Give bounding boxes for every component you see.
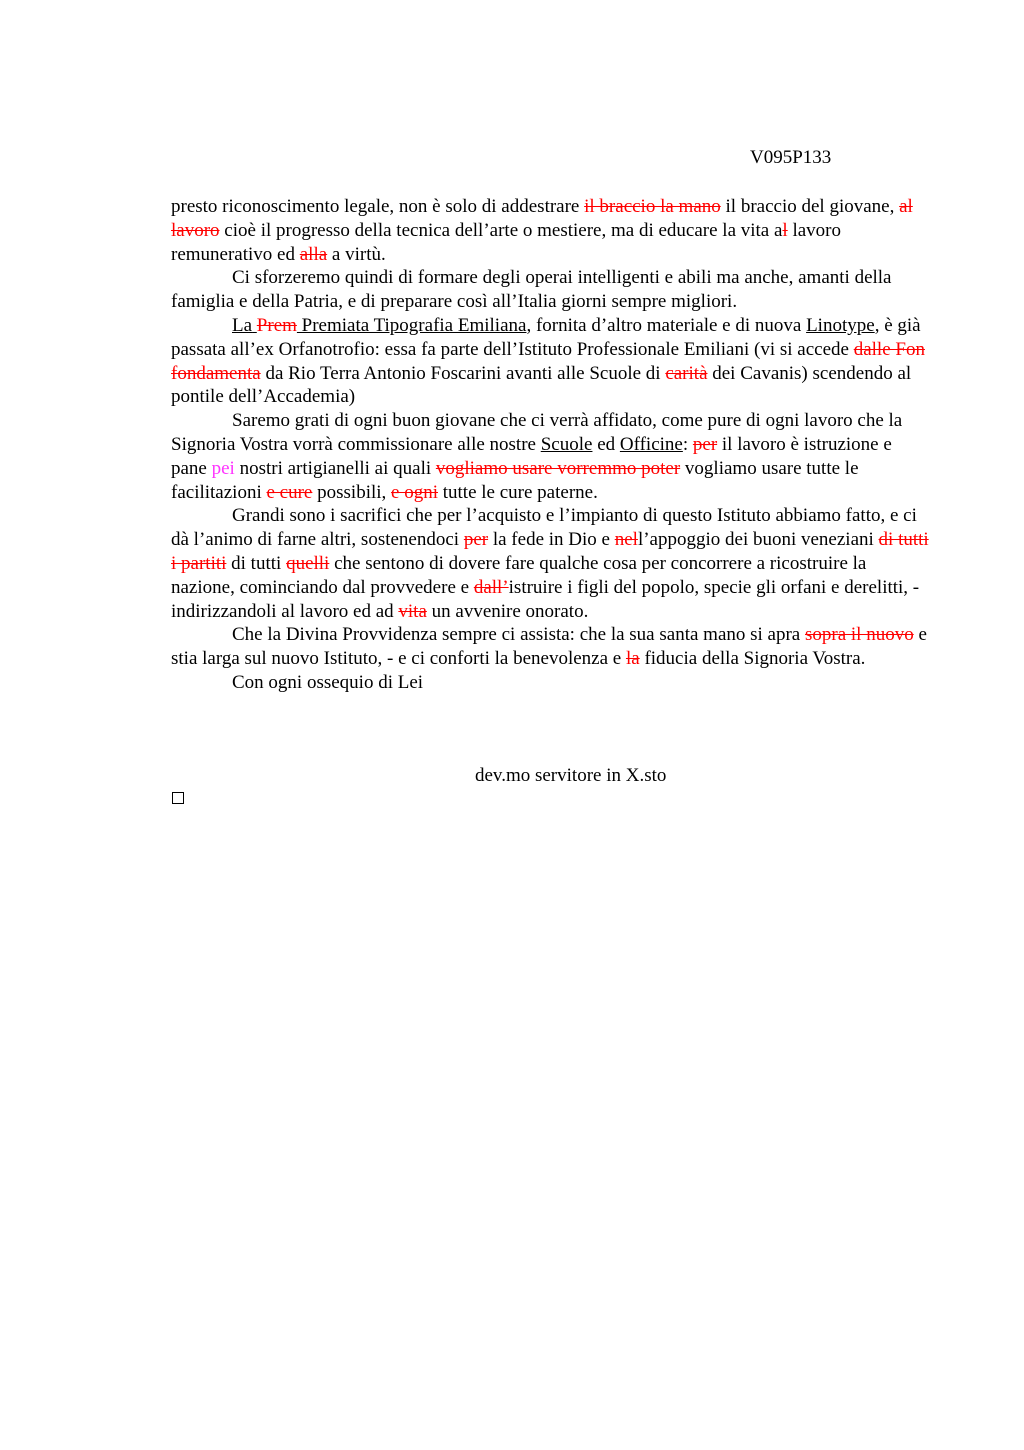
underlined-text: Premiata Tipografia Emiliana xyxy=(296,314,527,336)
struck-text: dall’ xyxy=(473,576,509,598)
struck-text: vita xyxy=(398,600,427,622)
text-run: , fornita d’altro materiale e di nuova xyxy=(526,314,807,336)
text-run: ed xyxy=(592,433,620,455)
struck-text: per xyxy=(692,433,718,455)
text-run: un avvenire onorato. xyxy=(426,600,589,622)
text-run: istruire i figli del popolo, specie gli orfani e derelitti, - indirizzandoli al lavoro ed ad xyxy=(171,576,920,622)
struck-text: nel xyxy=(614,529,638,551)
struck-text: la xyxy=(625,648,640,670)
text-run: dei Cavanis) scendendo al pontile dell’Accademia) xyxy=(171,362,912,408)
underlined-text: Scuole xyxy=(540,433,593,455)
struck-text: e cure xyxy=(266,481,313,503)
struck-text: e ogni xyxy=(391,481,438,503)
paragraph xyxy=(171,266,931,314)
struck-text: alla xyxy=(299,243,328,265)
text-run: l’appoggio dei buoni veneziani xyxy=(637,529,879,551)
text-run: e stia larga sul nuovo Istituto, - e ci conforti la benevolenza e xyxy=(171,624,927,670)
text-run: tutte le cure paterne. xyxy=(438,481,598,503)
text-run: a virtù. xyxy=(327,243,386,265)
struck-text: per xyxy=(463,529,489,551)
paragraph xyxy=(171,314,931,409)
text-run: , è già passata all’ex Orfanotrofio: essa fa parte dell’Istituto Professionale Emiliani (vi si accede xyxy=(171,314,921,360)
text-run: Saremo grati di ogni buon giovane che ci verrà affidato, come pure di ogni lavoro che la Signoria Vostra vorrà commissionare alle nostre xyxy=(171,410,903,455)
paragraph xyxy=(171,195,931,266)
page-reference: V095P133 xyxy=(750,147,832,168)
text-run: presto riconoscimento legale, non è solo di addestrare xyxy=(171,196,585,217)
text-run: il braccio del giovane, xyxy=(720,196,900,217)
underlined-text: Linotype xyxy=(806,314,875,336)
underlined-text: La xyxy=(232,314,253,336)
text-run: da Rio Terra Antonio Foscarini avanti alle Scuole di xyxy=(260,362,666,384)
struck-text: quelli xyxy=(286,552,330,574)
text-run: Grandi sono i sacrifici che per l’acquisto e l’impianto di questo Istituto abbiamo fatto, e ci dà l’animo di farne altri, sostenendoci xyxy=(171,505,917,551)
struck-text: carità xyxy=(665,362,708,384)
text-run: nostri artigianelli ai quali xyxy=(234,457,436,479)
text-run: fiducia della Signoria Vostra. xyxy=(639,648,866,670)
empty-checkbox-icon xyxy=(172,792,184,804)
struck-text: sopra il nuovo xyxy=(805,624,914,646)
struck-text: Prem xyxy=(256,314,297,336)
struck-text: il braccio la mano xyxy=(584,196,721,217)
text-run: cioè il progresso della tecnica dell’arte o mestiere, ma di educare la vita a xyxy=(219,219,783,241)
struck-text: di tutti i partiti xyxy=(171,529,929,574)
letter-body xyxy=(171,195,931,695)
text-run: Con ogni ossequio di Lei xyxy=(232,671,424,693)
struck-text: vogliamo usare vorremmo poter xyxy=(435,457,681,479)
text-run: il lavoro è istruzione e pane xyxy=(171,433,892,479)
paragraph xyxy=(171,504,931,623)
text-run: Ci sforzeremo quindi di formare degli operai intelligenti e abili ma anche, amanti della famiglia e della Patria, e di preparare così all’Italia giorni sempre migliori. xyxy=(171,267,892,313)
text-run: di tutti xyxy=(226,552,287,574)
text-run: : xyxy=(682,433,693,455)
paragraph xyxy=(171,409,931,504)
text-run: che sentono di dovere fare qualche cosa per concorrere a ricostruire la nazione, cominciando dal provvedere e xyxy=(171,552,867,598)
text-run: possibili, xyxy=(312,481,392,503)
paragraph xyxy=(171,623,931,671)
signature-line: dev.mo servitore in X.sto xyxy=(475,765,667,786)
struck-text: al lavoro xyxy=(171,196,913,241)
text-run: Che la Divina Provvidenza sempre ci assista: che la sua santa mano si apra xyxy=(232,624,805,646)
text-run: la fede in Dio e xyxy=(488,529,615,551)
paragraph xyxy=(171,671,931,695)
struck-text: l xyxy=(782,219,788,241)
underlined-text: Officine xyxy=(619,433,683,455)
text-run: lavoro remunerativo ed xyxy=(171,219,841,265)
struck-text: dalle Fon fondamenta xyxy=(171,338,925,384)
text-run: vogliamo usare tutte le facilitazioni xyxy=(171,457,859,503)
highlighted-text: pei xyxy=(211,457,235,479)
